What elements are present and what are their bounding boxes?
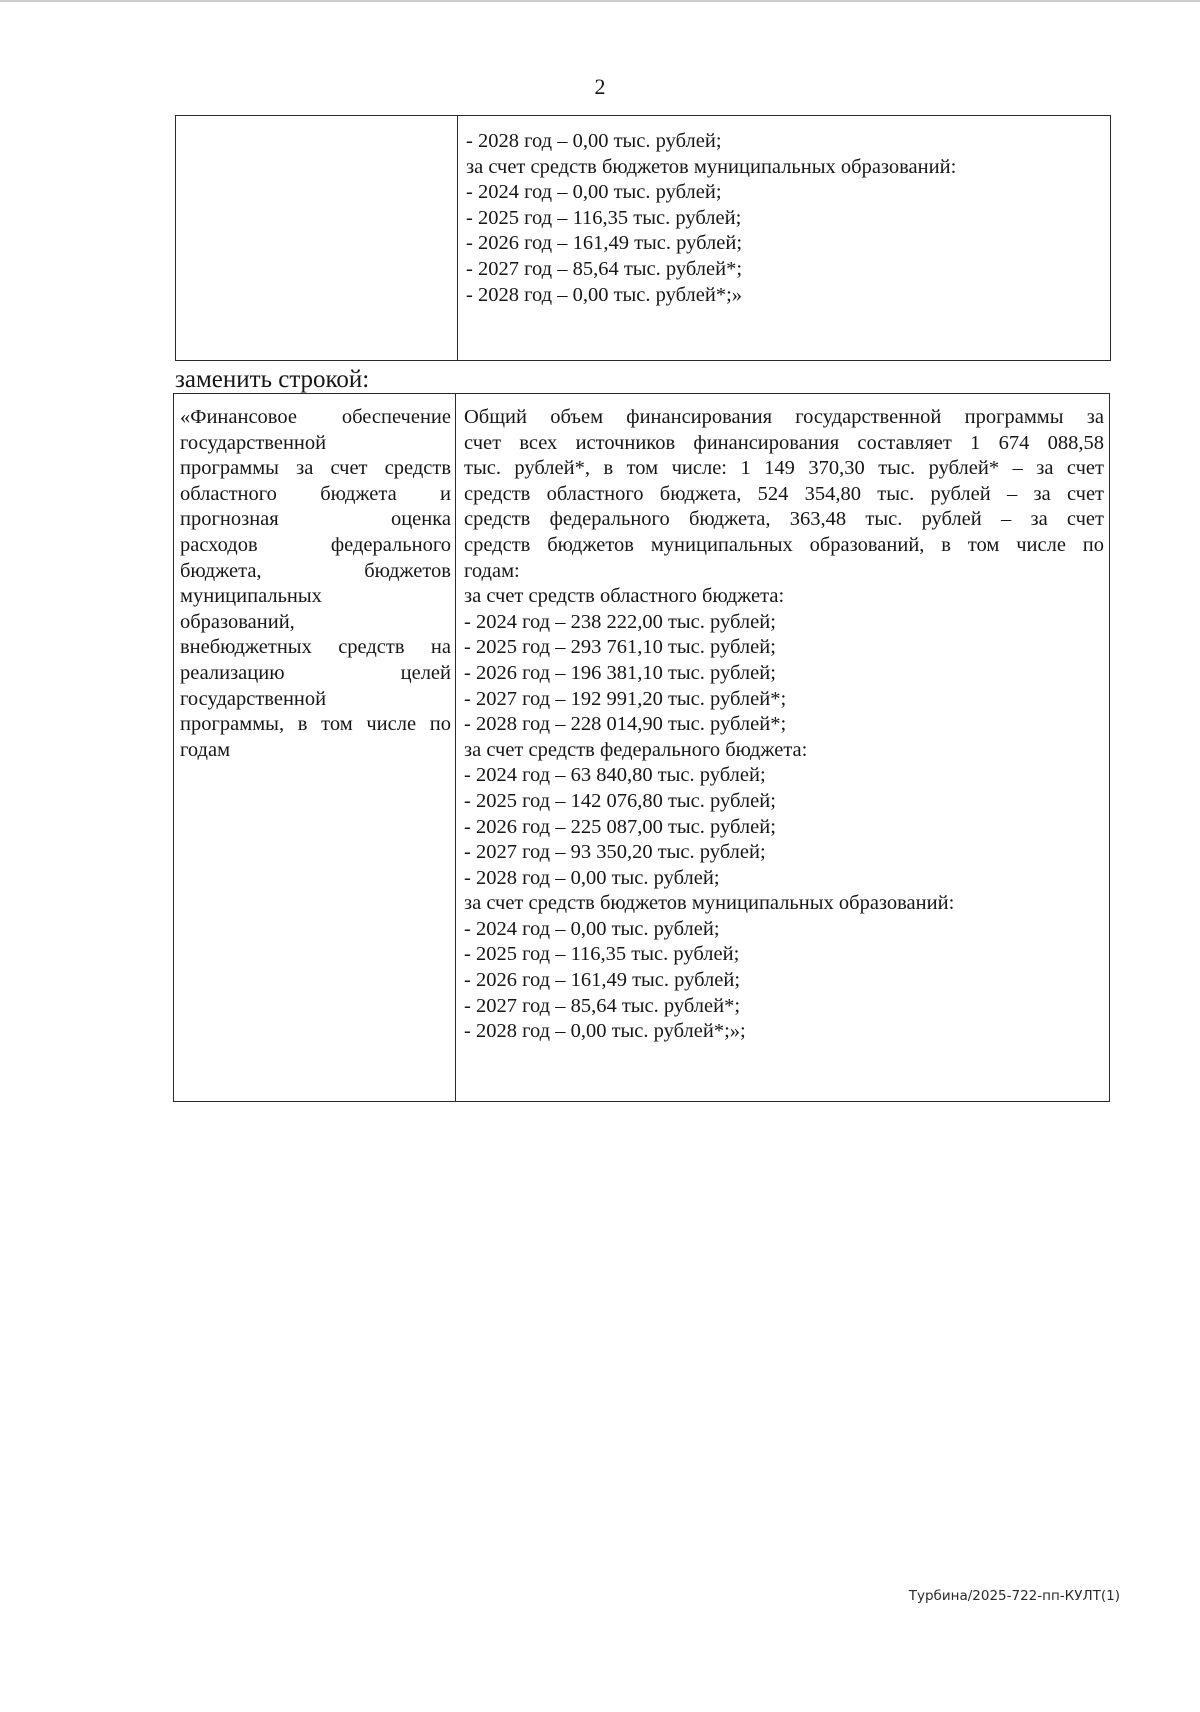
new-row-value-text <box>456 394 1109 1045</box>
text-line: - 2026 год – 161,49 тыс. рублей; <box>466 232 743 255</box>
text-line: реализацию целей <box>180 661 451 684</box>
text-line: средств федерального бюджета, 363,48 тыс. рублей – за счет <box>464 508 1104 531</box>
text-line: - 2025 год – 142 076,80 тыс. рублей; <box>464 789 776 812</box>
text-line: - 2028 год – 0,00 тыс. рублей; <box>464 866 720 889</box>
text-line: - 2028 год – 228 014,90 тыс. рублей*; <box>464 713 787 736</box>
text-line: - 2028 год – 0,00 тыс. рублей; <box>466 130 722 152</box>
text-line: - 2026 год – 161,49 тыс. рублей; <box>464 969 741 992</box>
text-line: - 2027 год – 192 991,20 тыс. рублей*; <box>464 687 787 710</box>
text-line: - 2027 год – 85,64 тыс. рублей*; <box>464 994 741 1017</box>
text-line: - 2025 год – 116,35 тыс. рублей; <box>466 206 742 229</box>
text-line: государственной <box>180 431 327 454</box>
text-line: - 2028 год – 0,00 тыс. рублей*;» <box>466 283 743 306</box>
original-row-table <box>175 115 1111 361</box>
text-line: государственной <box>180 687 327 710</box>
text-line: программы за счет средств <box>180 457 451 480</box>
replace-instruction: заменить строкой: <box>175 366 370 393</box>
text-line: годам <box>180 738 231 761</box>
old-row-label-cell <box>176 116 458 361</box>
page-number: 2 <box>594 74 606 99</box>
text-line: - 2024 год – 238 222,00 тыс. рублей; <box>464 610 776 633</box>
new-row-label-cell <box>174 394 456 1102</box>
text-line: - 2024 год – 63 840,80 тыс. рублей; <box>464 764 766 787</box>
text-line: внебюджетных средств на <box>180 636 451 659</box>
text-line: Общий объем финансирования государственной программы за <box>464 406 1104 428</box>
text-line: - 2024 год – 0,00 тыс. рублей; <box>466 181 722 204</box>
text-line: тыс. рублей*, в том числе: 1 149 370,30 тыс. рублей* – за счет <box>464 457 1104 480</box>
replacement-row-table <box>173 393 1110 1102</box>
text-line: бюджета, бюджетов <box>180 559 451 582</box>
text-line: счет всех источников финансирования составляет 1 674 088,58 <box>464 431 1104 454</box>
text-line: средств областного бюджета, 524 354,80 тыс. рублей – за счет <box>464 482 1104 505</box>
text-line: - 2028 год – 0,00 тыс. рублей*;»; <box>464 1020 746 1043</box>
text-line: - 2026 год – 225 087,00 тыс. рублей; <box>464 815 776 838</box>
text-line: - 2027 год – 85,64 тыс. рублей*; <box>466 257 743 280</box>
table-row <box>174 394 1110 1102</box>
scan-edge-line <box>0 0 1200 2</box>
old-row-text <box>458 116 1110 308</box>
text-line: - 2027 год – 93 350,20 тыс. рублей; <box>464 841 766 864</box>
text-line: - 2025 год – 116,35 тыс. рублей; <box>464 943 740 966</box>
text-line: программы, в том числе по <box>180 713 451 736</box>
text-line: прогнозная оценка <box>180 508 451 531</box>
text-line: - 2026 год – 196 381,10 тыс. рублей; <box>464 661 776 684</box>
new-row-value-cell <box>456 394 1110 1102</box>
text-line: за счет средств бюджетов муниципальных образований: <box>464 892 955 915</box>
text-line: за счет средств бюджетов муниципальных образований: <box>466 155 957 178</box>
new-row-label-text <box>174 394 455 763</box>
text-line: образований, <box>180 610 295 633</box>
text-line: муниципальных <box>180 585 322 608</box>
text-line: годам: <box>464 559 520 582</box>
document-code: Турбина/2025-722-пп-КУЛТ(1) <box>908 1588 1120 1604</box>
text-line: - 2025 год – 293 761,10 тыс. рублей; <box>464 636 776 659</box>
text-line: за счет средств федерального бюджета: <box>464 738 808 761</box>
old-row-value-cell <box>458 116 1111 361</box>
text-line: средств бюджетов муниципальных образований, в том числе по <box>464 533 1104 556</box>
table-row <box>176 116 1111 361</box>
text-line: - 2024 год – 0,00 тыс. рублей; <box>464 917 720 940</box>
text-line: расходов федерального <box>180 533 451 556</box>
text-line: за счет средств областного бюджета: <box>464 585 785 608</box>
text-line: «Финансовое обеспечение <box>180 406 451 428</box>
text-line: областного бюджета и <box>180 482 451 505</box>
